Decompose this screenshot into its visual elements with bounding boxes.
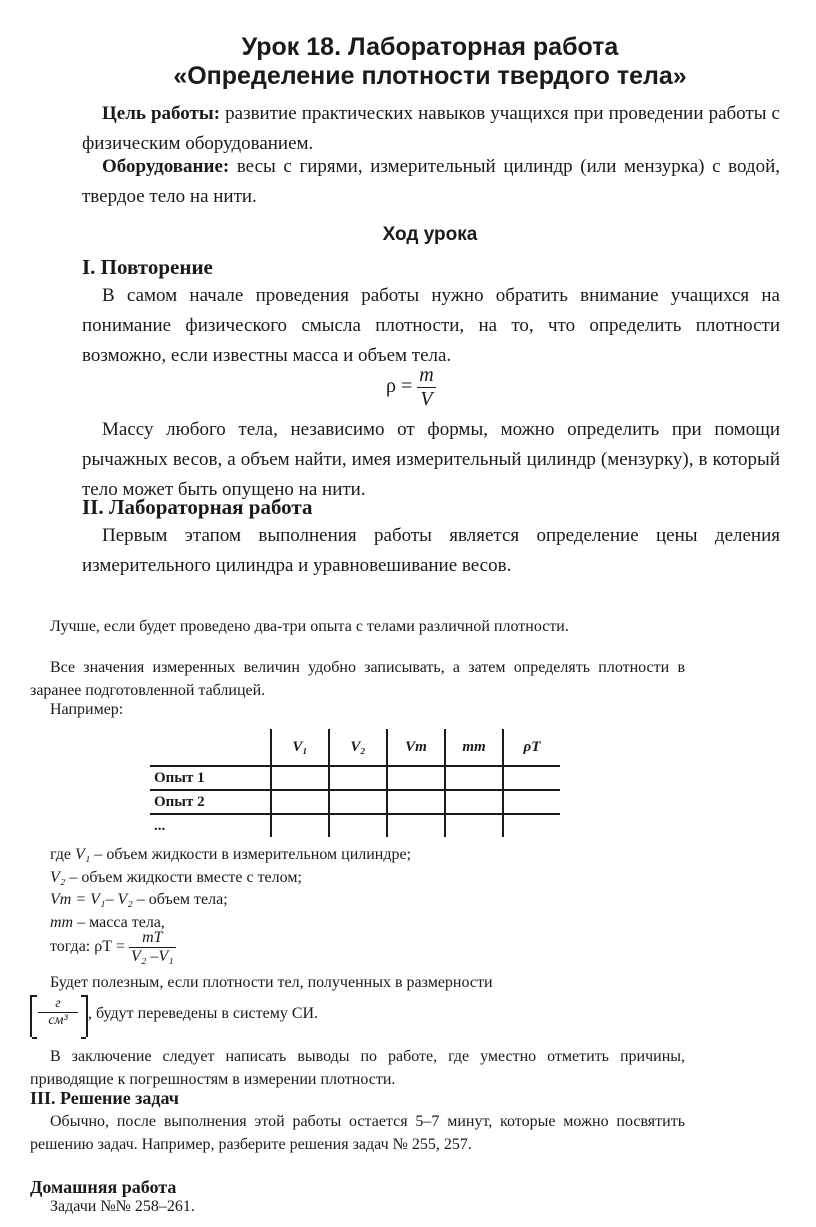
definition-vt (50, 891, 228, 909)
table-row (150, 766, 560, 790)
definition-variable: mт (50, 914, 74, 931)
table-row-label: Опыт 1 (150, 766, 271, 790)
table-cell (329, 790, 387, 814)
definition-variable: V₂ (50, 869, 66, 886)
part3-paragraph1: Будет полезным, если плотности тел, полученных в размерности (50, 974, 493, 991)
result-fraction (129, 929, 176, 966)
result-denominator: V₂ –V₁ (131, 948, 174, 965)
definition-text: – объем жидкости в измерительном цилиндре; (90, 846, 412, 863)
table-header-cell: mт (445, 729, 503, 766)
definition-variable: V₁ (75, 846, 91, 863)
homework-heading: Домашняя работа (30, 1177, 177, 1197)
table-cell (445, 766, 503, 790)
section1-paragraph2: Массу любого тела, независимо от формы, можно определить при помощи рычажных весов, а объем найти, имея измерительный цилиндр (мензурку), в который тело может быть опущено на нити. (82, 419, 780, 500)
homework-text: Задачи №№ 258–261. (50, 1198, 195, 1215)
table-cell (271, 790, 329, 814)
goal-text: развитие практических навыков учащихся при проведении работы с физическим оборудованием. (82, 103, 780, 154)
table-cell (503, 790, 560, 814)
section1-heading: I. Повторение (82, 255, 213, 279)
unit-denominator: см³ (48, 1013, 68, 1028)
measurement-table (150, 729, 560, 837)
table-cell (445, 814, 503, 837)
section1-paragraph1: В самом начале проведения работы нужно обратить внимание учащихся на понимание физического смысла плотности, на то, что определить плотности возможно, если известны масса и объем тела. (82, 285, 780, 366)
table-header-row (150, 729, 560, 766)
definition-variable: Vт = V₁– V₂ (50, 891, 133, 908)
unit-numerator: г (38, 996, 78, 1013)
equipment-paragraph (82, 152, 780, 212)
table-row-label: Опыт 2 (150, 790, 271, 814)
lesson-subtitle: «Определение плотности твердого тела» (173, 62, 687, 90)
equipment-text: весы с гирями, измерительный цилиндр (или мензурка) с водой, твердое тело на нити. (82, 156, 780, 207)
unit-bracket (30, 995, 88, 1037)
table-corner-cell (150, 729, 271, 766)
result-formula-lhs: ρТ = (94, 938, 126, 956)
unit-fraction (38, 996, 78, 1029)
goal-paragraph (82, 99, 780, 159)
definition-v1 (50, 846, 411, 864)
table-header-cell: V₂ (329, 729, 387, 766)
density-formula-lhs: ρ = (386, 375, 413, 398)
table-row (150, 790, 560, 814)
density-formula (386, 364, 436, 411)
part2-example-label: Например: (50, 701, 124, 718)
table-cell (329, 766, 387, 790)
part3-unit-sentence-end: , будут переведены в систему СИ. (88, 1005, 319, 1022)
table-cell (271, 766, 329, 790)
part2-paragraph1: Лучше, если будет проведено два-три опыта с телами различной плотности. (50, 618, 569, 635)
equipment-label: Оборудование: (102, 156, 230, 177)
lesson-heading: Ход урока (382, 224, 478, 245)
definition-text: – объем жидкости вместе с телом; (65, 869, 302, 886)
section2-paragraph1: Первым этапом выполнения работы является определение цены деления измерительного цилиндра и уравновешивание весов. (82, 525, 780, 576)
table-cell (445, 790, 503, 814)
table-cell (387, 814, 445, 837)
part2-paragraph2: Все значения измеренных величин удобно записывать, а затем определять плотности в заранее подготовленной таблицей. (30, 659, 685, 699)
table-cell (329, 814, 387, 837)
density-denominator: V (420, 388, 433, 410)
table-header-cell: Vт (387, 729, 445, 766)
table-row (150, 814, 560, 837)
density-result-formula (50, 929, 176, 966)
table-cell (271, 814, 329, 837)
table-row-label: ... (154, 817, 166, 834)
definition-prefix: тогда: (50, 938, 95, 956)
density-fraction (417, 364, 435, 411)
lesson-title: Урок 18. Лабораторная работа (241, 33, 619, 61)
section3-heading: III. Решение задач (30, 1088, 179, 1108)
part3-paragraph2: В заключение следует написать выводы по работе, где уместно отметить причины, приводящие к погрешностям в измерении плотности. (30, 1048, 685, 1088)
definition-text: – объем тела; (132, 891, 228, 908)
definition-v2 (50, 869, 302, 887)
density-numerator: m (419, 364, 434, 386)
table-cell (387, 766, 445, 790)
section3-paragraph: Обычно, после выполнения этой работы остается 5–7 минут, которые можно посвятить решению задач. Например, разберите решения задач № 255, 257. (30, 1113, 685, 1153)
definition-prefix: где (50, 846, 76, 863)
definition-text: – масса тела, (73, 914, 165, 931)
result-numerator: mТ (129, 929, 176, 948)
section2-heading: II. Лабораторная работа (82, 495, 313, 519)
table-cell (503, 814, 560, 837)
table-cell (387, 790, 445, 814)
table-cell (503, 766, 560, 790)
table-header-cell: V₁ (271, 729, 329, 766)
goal-label: Цель работы: (102, 103, 221, 124)
table-header-cell: ρТ (503, 729, 560, 766)
